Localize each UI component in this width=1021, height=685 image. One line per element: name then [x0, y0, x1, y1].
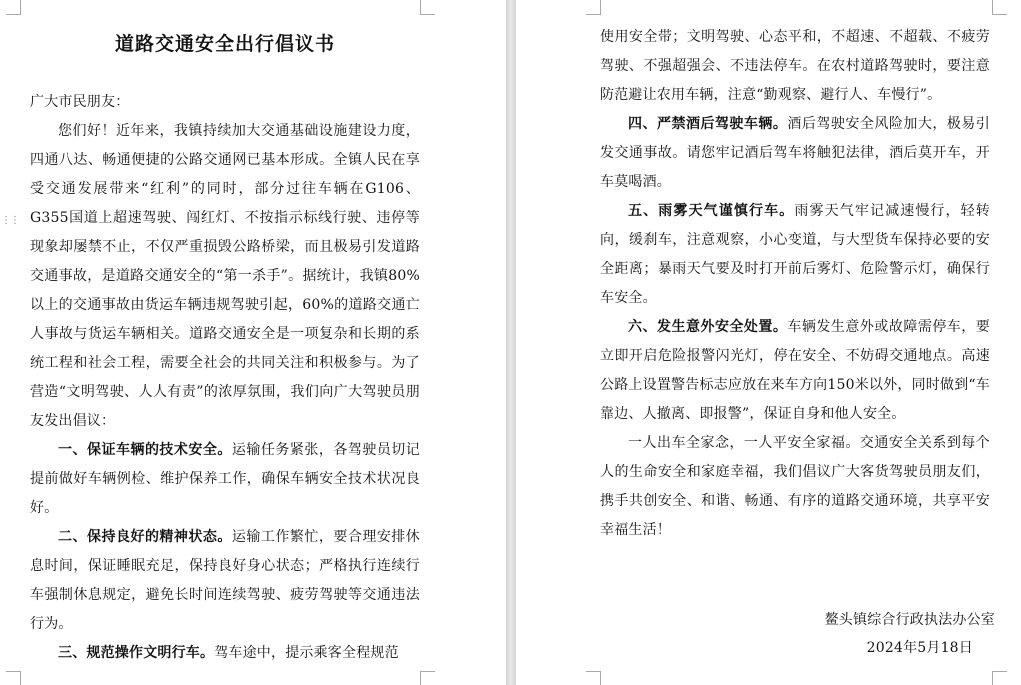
paragraph-intro [30, 117, 420, 436]
paragraph-text: 雨雾天气牢记减速慢行，轻转向，缓刹车，注意观察，小心变道，与大型货车保持必要的安全距离；暴雨天气要及时打开前后雾灯、危险警示灯，确保行车安全。 [600, 203, 990, 306]
right-page-content [600, 0, 995, 656]
margin-corner-mark [420, 0, 435, 15]
margin-corner-mark [586, 671, 601, 685]
paragraph-text: 运输任务紧张，各驾驶员切记提前做好车辆例检、维护保养工作，确保车辆安全技术状况良好。 [30, 442, 420, 516]
salutation: 广大市民朋友： [30, 94, 130, 110]
paragraph-text: 运输工作繁忙，要合理安排休息时间，保证睡眠充足，保持良好身心状态；严格执行连续行车强制休息规定，避免长时间连续驾驶、疲劳驾驶等交通违法行为。 [30, 529, 420, 632]
paragraph-item-5 [600, 197, 990, 313]
margin-corner-mark [6, 671, 21, 685]
margin-corner-mark [992, 671, 1007, 685]
paragraph-item-2 [30, 523, 420, 639]
paragraph-text: 车辆发生意外或故障需停车，要立即开启危险报警闪光灯，停在安全、不妨碍交通地点。高速公路上设置警告标志应放在来车方向150米以外，同时做到“车靠边、人撤离、即报警”，保证自身和他人安全。 [600, 319, 990, 422]
margin-corner-mark [420, 671, 435, 685]
paragraph-text: 酒后驾驶安全风险加大，极易引发交通事故。请您牢记酒后驾车将触犯法律，酒后莫开车，开车莫喝酒。 [600, 116, 990, 190]
paragraph-text: 驾车途中，提示乘客全程规范 [214, 645, 399, 661]
page-gutter [506, 0, 516, 685]
paragraph-item-4 [600, 110, 990, 197]
item-heading: 四、严禁酒后驾驶车辆。 [628, 116, 788, 132]
paragraph-item-1 [30, 436, 420, 523]
signature-date: 2024年5月18日 [866, 640, 973, 656]
signature-organization: 鳌头镇综合行政执法办公室 [824, 612, 995, 628]
document-page-right [516, 0, 1021, 685]
paragraph-item-6 [600, 313, 990, 429]
document-title: 道路交通安全出行倡议书 [114, 33, 335, 55]
paragraph-item-3 [30, 639, 420, 668]
item-heading: 六、发生意外安全处置。 [628, 319, 788, 335]
paragraph-text: 一人出车全家念，一人平安全家福。交通安全关系到每个人的生命安全和家庭幸福，我们倡议广大客货驾驶员朋友们，携手共创安全、和谐、畅通、有序的道路交通环境，共享平安幸福生活！ [600, 435, 990, 538]
drag-handle-icon[interactable]: ⋮⋮ [1, 215, 19, 226]
item-heading: 三、规范操作文明行车。 [58, 645, 215, 661]
paragraph-item-3-continued: 使用安全带；文明驾驶、心态平和，不超速、不超载、不疲劳驾驶、不强超强会、不违法停车。在农村道路驾驶时，要注意防范避让农用车辆，注意“勤观察、避行人、车慢行”。 [600, 29, 990, 103]
document-page-left [0, 0, 506, 685]
margin-corner-mark [586, 0, 601, 15]
paragraph-closing [600, 429, 990, 545]
margin-corner-mark [6, 0, 21, 15]
margin-corner-mark [992, 0, 1007, 15]
item-heading: 二、保持良好的精神状态。 [58, 529, 232, 545]
item-heading: 一、保证车辆的技术安全。 [58, 442, 232, 458]
item-heading: 五、雨雾天气谨慎行车。 [628, 203, 795, 219]
paragraph-text: 您们好！近年来，我镇持续加大交通基础设施建设力度，四通八达、畅通便捷的公路交通网已基本形成。全镇人民在享受交通发展带来“红利”的同时，部分过往车辆在G106、G355国道上超速驾驶、闯红灯、不按指示标线行驶、违停等现象却屡禁不止，不仅严重损毁公路桥梁，而且极易引发道路交通事故，是道路交通安全的“第一杀手”。据统计，我镇80%以上的交通事故由货运车辆违规驾驶引起，60%的道路交通亡人事故与货运车辆相关。道路交通安全是一项复杂和长期的系统工程和社会工程，需要全社会的共同关注和积极参与。为了营造“文明驾驶、人人有责”的浓厚氛围，我们向广大驾驶员朋友发出倡议： [30, 123, 420, 429]
left-page-content [30, 0, 420, 668]
